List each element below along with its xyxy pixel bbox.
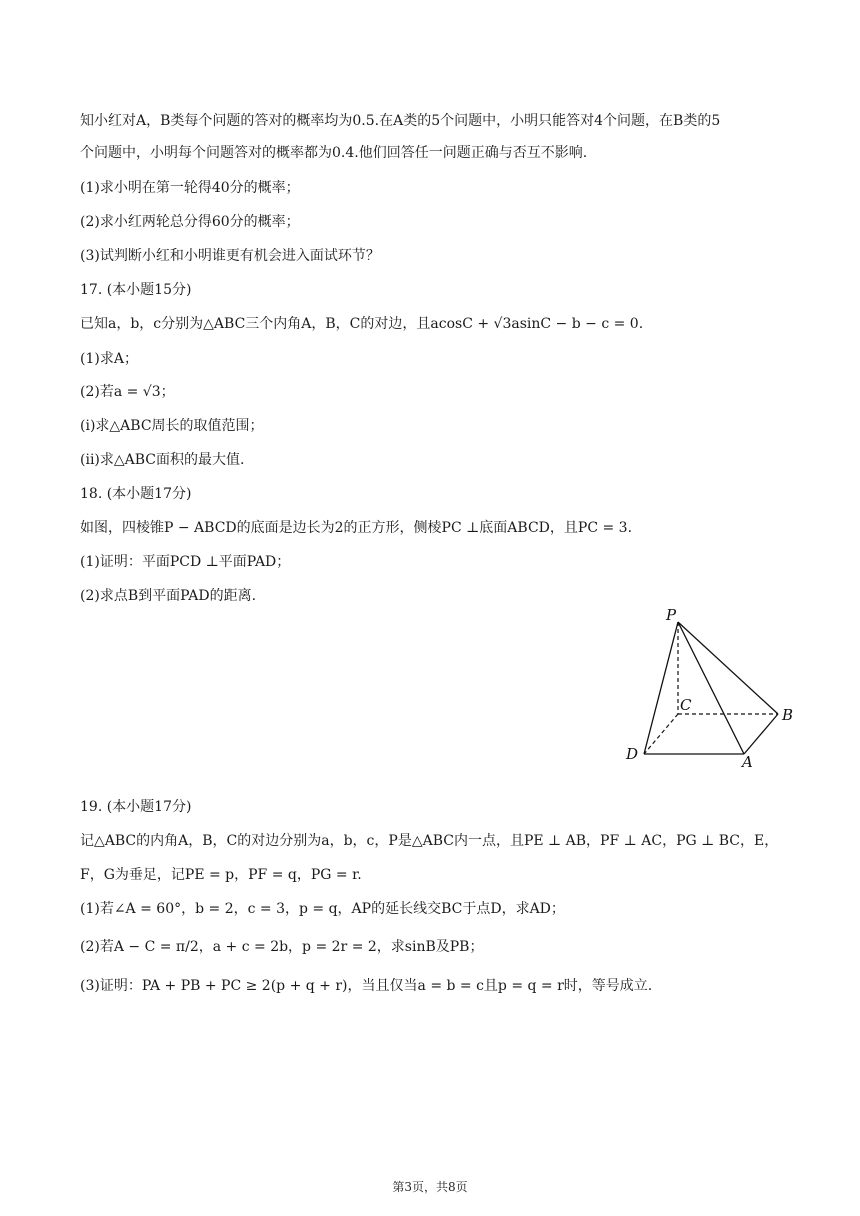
text-line: 如图，四棱锥P − ABCD的底面是边长为2的正方形，侧棱PC ⊥底面ABCD，且PC = 3. [80, 520, 633, 536]
text-line: 已知a，b，c分别为△ABC三个内角A，B，C的对边，且acosC + √3asinC − b − c = 0. [80, 316, 644, 332]
text-line: (ii)求△ABC面积的最大值. [80, 452, 245, 468]
problem-heading: 18. (本小题17分) [80, 486, 192, 502]
edge-PB [678, 622, 778, 714]
text-line: (1)求小明在第一轮得40分的概率； [80, 180, 300, 196]
label-P: P [666, 606, 677, 624]
text-line: (2)求小红两轮总分得60分的概率； [80, 214, 300, 230]
edge-AB [744, 714, 778, 754]
edge-PA [678, 622, 744, 754]
text-line: 知小红对A，B类每个问题的答对的概率均为0.5.在A类的5个问题中，小明只能答对4个问题，在B类的5 [80, 113, 721, 129]
problem-heading: 19. (本小题17分) [80, 799, 192, 815]
edge-PD [644, 622, 678, 754]
label-C: C [680, 696, 692, 714]
label-D: D [626, 745, 639, 763]
text-line: (1)若∠A = 60°，b = 2，c = 3，p = q，AP的延长线交BC于点D，求AD； [80, 901, 565, 917]
text-line: (i)求△ABC周长的取值范围； [80, 418, 264, 434]
page-footer: 第3页，共8页 [392, 1180, 468, 1194]
text-line: (3)证明：PA + PB + PC ≥ 2(p + q + r)，当且仅当a = b = c且p = q = r时，等号成立. [80, 978, 653, 994]
text-line: (1)证明：平面PCD ⊥平面PAD； [80, 554, 291, 570]
text-line: 记△ABC的内角A，B，C的对边分别为a，b，c，P是△ABC内一点，且PE ⊥ AB，PF ⊥ AC，PG ⊥ BC，E， [80, 833, 779, 849]
label-A: A [742, 753, 753, 771]
text-line: (2)若A − C = π/2，a + c = 2b，p = 2r = 2，求sinB及PB； [80, 939, 484, 955]
pyramid-figure [620, 602, 820, 772]
text-line: (2)若a = √3； [80, 384, 175, 400]
problem-heading: 17. (本小题15分) [80, 282, 192, 298]
text-line: (3)试判断小红和小明谁更有机会进入面试环节？ [80, 248, 380, 264]
text-line: 个问题中，小明每个问题答对的概率都为0.4.他们回答任一问题正确与否互不影响. [80, 145, 588, 161]
text-line: F，G为垂足，记PE = p，PF = q，PG = r. [80, 867, 362, 883]
label-B: B [782, 706, 794, 724]
text-line: (1)求A； [80, 351, 138, 367]
text-line: (2)求点B到平面PAD的距离. [80, 588, 257, 604]
